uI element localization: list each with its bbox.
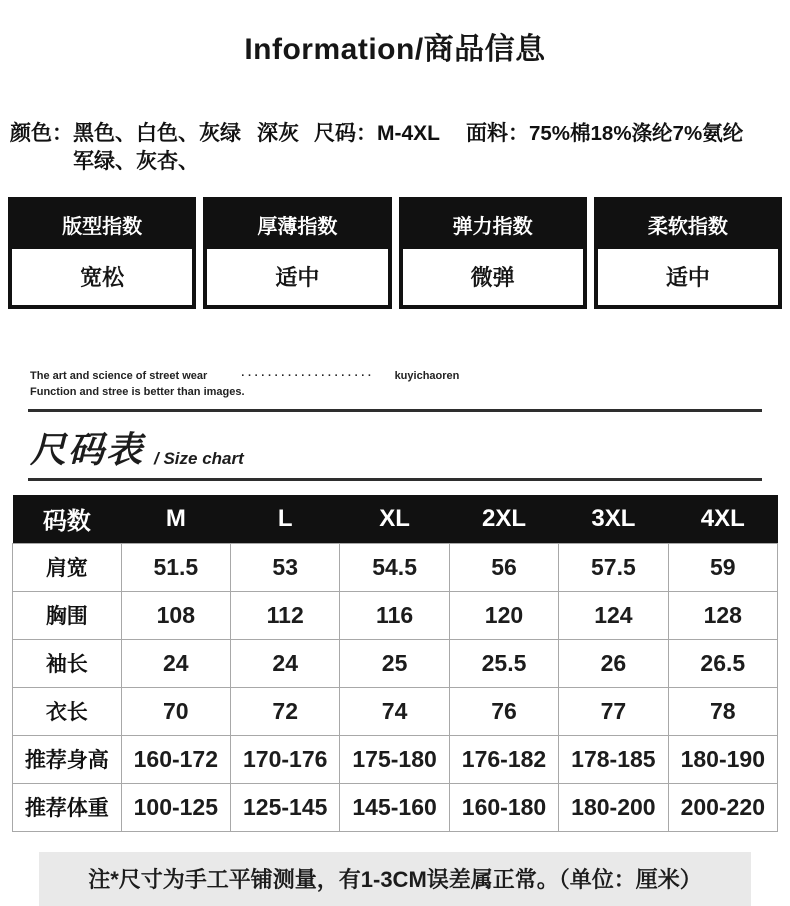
cell-value: 72	[231, 687, 340, 735]
col-header-xl: XL	[340, 495, 449, 543]
cell-value: 78	[668, 687, 777, 735]
index-box-softness-value: 适中	[665, 265, 710, 291]
index-box-elasticity-value: 微弹	[470, 265, 515, 291]
index-box-fit-value: 宽松	[80, 265, 125, 291]
table-row-weight	[13, 783, 778, 831]
size-chart-heading	[30, 422, 790, 473]
dotted-divider: ····················	[241, 370, 375, 383]
cell-value: 125-145	[231, 783, 340, 831]
cell-value: 57.5	[559, 543, 668, 591]
brand-slogan-line	[30, 369, 762, 384]
index-box-elasticity-label: 弹力指数	[403, 201, 583, 249]
cell-value: 112	[231, 591, 340, 639]
table-row-chest	[13, 591, 778, 639]
cell-value: 70	[121, 687, 230, 735]
cell-value: 160-172	[121, 735, 230, 783]
table-row-height	[13, 735, 778, 783]
color-extra: 深灰	[257, 122, 299, 145]
cell-value: 178-185	[559, 735, 668, 783]
brand-name: kuyichaoren	[394, 370, 460, 383]
cell-value: 26	[559, 639, 668, 687]
cell-value: 59	[668, 543, 777, 591]
brand-tagline: Function and stree is better than images.	[30, 385, 245, 398]
row-label-shoulder: 肩宽	[13, 543, 122, 591]
col-header-size: 码数	[13, 495, 122, 543]
cell-value: 180-190	[668, 735, 777, 783]
col-header-4xl: 4XL	[668, 495, 777, 543]
cell-value: 120	[449, 591, 558, 639]
row-label-height: 推荐身高	[13, 735, 122, 783]
cell-value: 25	[340, 639, 449, 687]
cell-value: 170-176	[231, 735, 340, 783]
cell-value: 175-180	[340, 735, 449, 783]
cell-value: 24	[231, 639, 340, 687]
fabric-label: 面料：	[466, 122, 529, 145]
index-box-thickness-label: 厚薄指数	[207, 201, 387, 249]
cell-value: 74	[340, 687, 449, 735]
cell-value: 53	[231, 543, 340, 591]
cell-value: 24	[121, 639, 230, 687]
index-box-thickness-value: 适中	[275, 265, 320, 291]
size-chart-heading-cn: 尺码表	[30, 429, 145, 471]
cell-value: 100-125	[121, 783, 230, 831]
color-values-line2: 军绿、灰杏、	[73, 149, 199, 173]
color-label: 颜色：	[10, 122, 73, 145]
size-value: M-4XL	[377, 122, 440, 145]
col-header-m: M	[121, 495, 230, 543]
index-box-softness-label: 柔软指数	[598, 201, 778, 249]
index-box-elasticity	[399, 197, 587, 309]
page-title: Information/商品信息	[244, 33, 546, 66]
row-label-weight: 推荐体重	[13, 783, 122, 831]
table-row-length	[13, 687, 778, 735]
product-info-line	[10, 120, 786, 175]
size-chart-heading-en: / Size chart	[154, 449, 244, 469]
color-values-line1: 黑色、白色、灰绿	[73, 122, 241, 145]
divider-line-top	[28, 409, 762, 412]
index-box-softness	[594, 197, 782, 309]
index-box-fit	[8, 197, 196, 309]
cell-value: 108	[121, 591, 230, 639]
row-label-length: 衣长	[13, 687, 122, 735]
size-label: 尺码：	[314, 122, 377, 145]
index-box-fit-label: 版型指数	[12, 201, 192, 249]
divider-line-heading	[28, 478, 762, 481]
index-box-thickness	[203, 197, 391, 309]
table-row-sleeve	[13, 639, 778, 687]
cell-value: 124	[559, 591, 668, 639]
cell-value: 54.5	[340, 543, 449, 591]
cell-value: 56	[449, 543, 558, 591]
col-header-2xl: 2XL	[449, 495, 558, 543]
cell-value: 77	[559, 687, 668, 735]
cell-value: 76	[449, 687, 558, 735]
cell-value: 26.5	[668, 639, 777, 687]
cell-value: 128	[668, 591, 777, 639]
table-row-shoulder	[13, 543, 778, 591]
col-header-l: L	[231, 495, 340, 543]
cell-value: 51.5	[121, 543, 230, 591]
index-boxes	[8, 197, 782, 309]
size-chart-header-row	[13, 495, 778, 543]
brand-strip	[30, 369, 762, 400]
cell-value: 180-200	[559, 783, 668, 831]
cell-value: 176-182	[449, 735, 558, 783]
cell-value: 200-220	[668, 783, 777, 831]
fabric-value: 75%棉18%涤纶7%氨纶	[529, 122, 744, 145]
row-label-sleeve: 袖长	[13, 639, 122, 687]
brand-slogan: The art and science of street wear	[30, 370, 208, 383]
cell-value: 160-180	[449, 783, 558, 831]
measurement-footnote: 注*尺寸为手工平铺测量，有1-3CM误差属正常。（单位：厘米）	[39, 852, 751, 906]
cell-value: 116	[340, 591, 449, 639]
cell-value: 25.5	[449, 639, 558, 687]
col-header-3xl: 3XL	[559, 495, 668, 543]
cell-value: 145-160	[340, 783, 449, 831]
size-chart-table	[12, 495, 778, 832]
row-label-chest: 胸围	[13, 591, 122, 639]
color-values	[73, 120, 241, 175]
